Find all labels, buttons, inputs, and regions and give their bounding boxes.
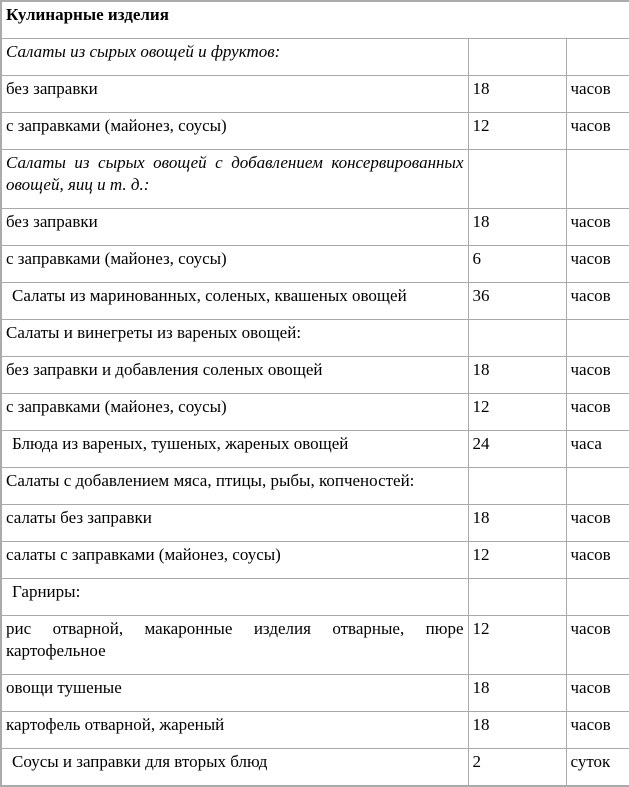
table-row [1,712,629,749]
unit-cell [566,150,629,209]
product-cell: Блюда из вареных, тушеных, жареных овощей [1,431,468,468]
table-row [1,579,629,616]
product-cell: Салаты из сырых овощей и фруктов: [1,39,468,76]
product-cell: Салаты из маринованных, соленых, квашеных овощей [1,283,468,320]
table-row [1,394,629,431]
unit-cell [566,468,629,505]
table-row [1,431,629,468]
unit-cell: часов [566,357,629,394]
unit-cell: часов [566,113,629,150]
product-cell: без заправки [1,76,468,113]
unit-cell: часов [566,675,629,712]
unit-cell [566,320,629,357]
value-cell [468,579,566,616]
product-cell: картофель отварной, жареный [1,712,468,749]
table-row [1,39,629,76]
table-row [1,749,629,787]
value-cell: 24 [468,431,566,468]
value-cell: 12 [468,616,566,675]
table-row [1,113,629,150]
product-cell: Салаты с добавлением мяса, птицы, рыбы, копченостей: [1,468,468,505]
table-row [1,320,629,357]
product-cell: рис отварной, макаронные изделия отварные, пюре картофельное [1,616,468,675]
table-row [1,505,629,542]
value-cell: 6 [468,246,566,283]
unit-cell: суток [566,749,629,787]
value-cell: 12 [468,394,566,431]
product-cell: салаты без заправки [1,505,468,542]
product-cell: Салаты из сырых овощей с добавлением консервированных овощей, яиц и т. д.: [1,150,468,209]
table-row [1,150,629,209]
product-cell: Гарниры: [1,579,468,616]
unit-cell: часов [566,616,629,675]
product-cell: без заправки и добавления соленых овощей [1,357,468,394]
product-cell: салаты с заправками (майонез, соусы) [1,542,468,579]
table-row [1,209,629,246]
unit-cell: часов [566,283,629,320]
value-cell [468,320,566,357]
product-cell: без заправки [1,209,468,246]
value-cell: 12 [468,542,566,579]
unit-cell: часов [566,209,629,246]
product-cell: Салаты и винегреты из вареных овощей: [1,320,468,357]
unit-cell: часов [566,246,629,283]
value-cell: 18 [468,357,566,394]
table-row [1,468,629,505]
value-cell: 2 [468,749,566,787]
value-cell: 18 [468,505,566,542]
unit-cell: часов [566,505,629,542]
unit-cell: часов [566,394,629,431]
unit-cell: часов [566,76,629,113]
unit-cell [566,579,629,616]
value-cell: 18 [468,209,566,246]
product-cell: с заправками (майонез, соусы) [1,246,468,283]
value-cell [468,468,566,505]
table-row [1,675,629,712]
table-row [1,616,629,675]
value-cell: 36 [468,283,566,320]
product-cell: овощи тушеные [1,675,468,712]
table-title: Кулинарные изделия [1,1,629,39]
value-cell: 12 [468,113,566,150]
value-cell: 18 [468,675,566,712]
table-title-row [1,1,629,39]
table-row [1,357,629,394]
unit-cell [566,39,629,76]
product-cell: с заправками (майонез, соусы) [1,394,468,431]
table-row [1,246,629,283]
table-row [1,542,629,579]
value-cell: 18 [468,712,566,749]
product-cell: Соусы и заправки для вторых блюд [1,749,468,787]
unit-cell: часов [566,712,629,749]
table-row [1,76,629,113]
value-cell [468,150,566,209]
value-cell: 18 [468,76,566,113]
table-row [1,283,629,320]
product-cell: с заправками (майонез, соусы) [1,113,468,150]
value-cell [468,39,566,76]
unit-cell: часов [566,542,629,579]
unit-cell: часа [566,431,629,468]
